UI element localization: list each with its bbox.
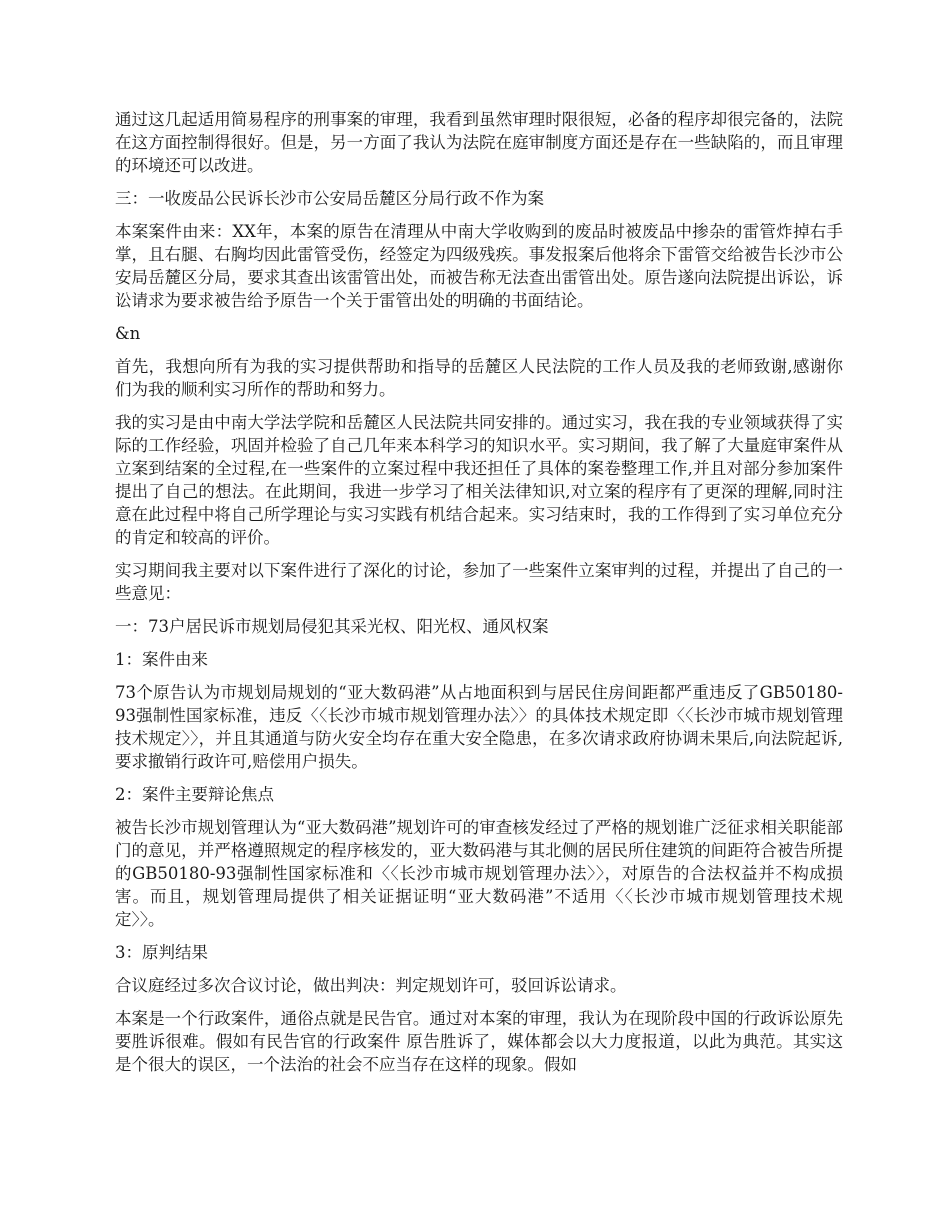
- paragraph-internship-cases-intro: 实习期间我主要对以下案件进行了深化的讨论，参加了一些案件立案审判的过程，并提出了自己的一些意见：: [115, 561, 843, 603]
- paragraph-summary-simplified-procedure: 通过这几起适用简易程序的刑事案的审理，我看到虽然审理时限很短，必备的程序却很完备的，法院在这方面控制得很好。但是，另一方面了我认为法院在庭审制度方面还是存在一些缺陷的，而且审理的环境还可以改进。: [115, 110, 843, 175]
- paragraph-internship-overview: 我的实习是由中南大学法学院和岳麓区人民法院共同安排的。通过实习，我在我的专业领域获得了实际的工作经验，巩固并检验了自己几年来本科学习的知识水平。实习期间，我了解了大量庭审案件从立案到结案的全过程,在一些案件的立案过程中我还担任了具体的案卷整理工作,并且对部分参加案件提出了自己的想法。在此期间，我进一步学习了相关法律知识,对立案的程序有了更深的理解,同时注意在此过程中将自己所学理论与实习实践有机结合起来。实习结束时，我的工作得到了实习单位充分的肯定和较高的评价。: [115, 413, 843, 547]
- paragraph-judgment-result: 合议庭经过多次合议讨论，做出判决：判定规划许可，驳回诉讼请求。: [115, 976, 627, 995]
- paragraph-case-one-origin: 73个原告认为市规划局规划的“亚大数码港”从占地面积到与居民住房间距都严重违反了GB50180-93强制性国家标准，违反〈〈长沙市城市规划管理办法〉〉的具体技术规定即〈〈长沙市城市规划管理技术规定〉〉，并且其通道与防火安全均存在重大安全隐患，在多次请求政府协调未果后,向法院起诉,要求撤销行政许可,赔偿用户损失。: [115, 683, 843, 771]
- subheading-original-judgment: 3：原判结果: [115, 943, 208, 962]
- paragraph-acknowledgement: 首先，我想向所有为我的实习提供帮助和指导的岳麓区人民法院的工作人员及我的老师致谢,感谢你们为我的顺利实习所作的帮助和努力。: [115, 357, 843, 399]
- paragraph-case-three-origin: 本案案件由来：XX年，本案的原告在清理从中南大学收购到的废品时被废品中掺杂的雷管炸掉右手掌，且右腿、右胸均因此雷管受伤，经签定为四级残疾。事发报案后他将余下雷管交给被告长沙市公安局岳麓区分局，要求其查出该雷管出处，而被告称无法查出雷管出处。原告遂向法院提出诉讼，诉讼请求为要求被告给予原告一个关于雷管出处的明确的书面结论。: [115, 222, 843, 310]
- paragraph-analysis: 本案是一个行政案件，通俗点就是民告官。通过对本案的审理，我认为在现阶段中国的行政诉讼原先要胜诉很难。假如有民告官的行政案件 原告胜诉了，媒体都会以大力度报道，以此为典范。其实这是个很大的误区，一个法治的社会不应当存在这样的现象。假如: [115, 1009, 843, 1074]
- paragraph-defendant-argument: 被告长沙市规划管理认为“亚大数码港”规划许可的审查核发经过了严格的规划谁广泛征求相关职能部门的意见，并严格遵照规定的程序核发的，亚大数码港与其北侧的居民所住建筑的间距符合被告所提的GB50180-93强制性国家标准和〈〈长沙市城市规划管理办法〉〉，对原告的合法权益并不构成损害。而且，规划管理局提供了相关证据证明“亚大数码港”不适用〈〈长沙市城市规划管理技术规定〉〉。: [115, 818, 843, 929]
- document-body: [115, 108, 843, 1086]
- stray-text-fragment: &n: [115, 324, 141, 343]
- subheading-debate-focus: 2：案件主要辩论焦点: [115, 785, 274, 804]
- heading-case-three: 三：一收废品公民诉长沙市公安局岳麓区分局行政不作为案: [115, 189, 544, 208]
- heading-case-one: 一：73户居民诉市规划局侵犯其采光权、阳光权、通风权案: [115, 617, 549, 636]
- subheading-case-origin: 1：案件由来: [115, 650, 208, 669]
